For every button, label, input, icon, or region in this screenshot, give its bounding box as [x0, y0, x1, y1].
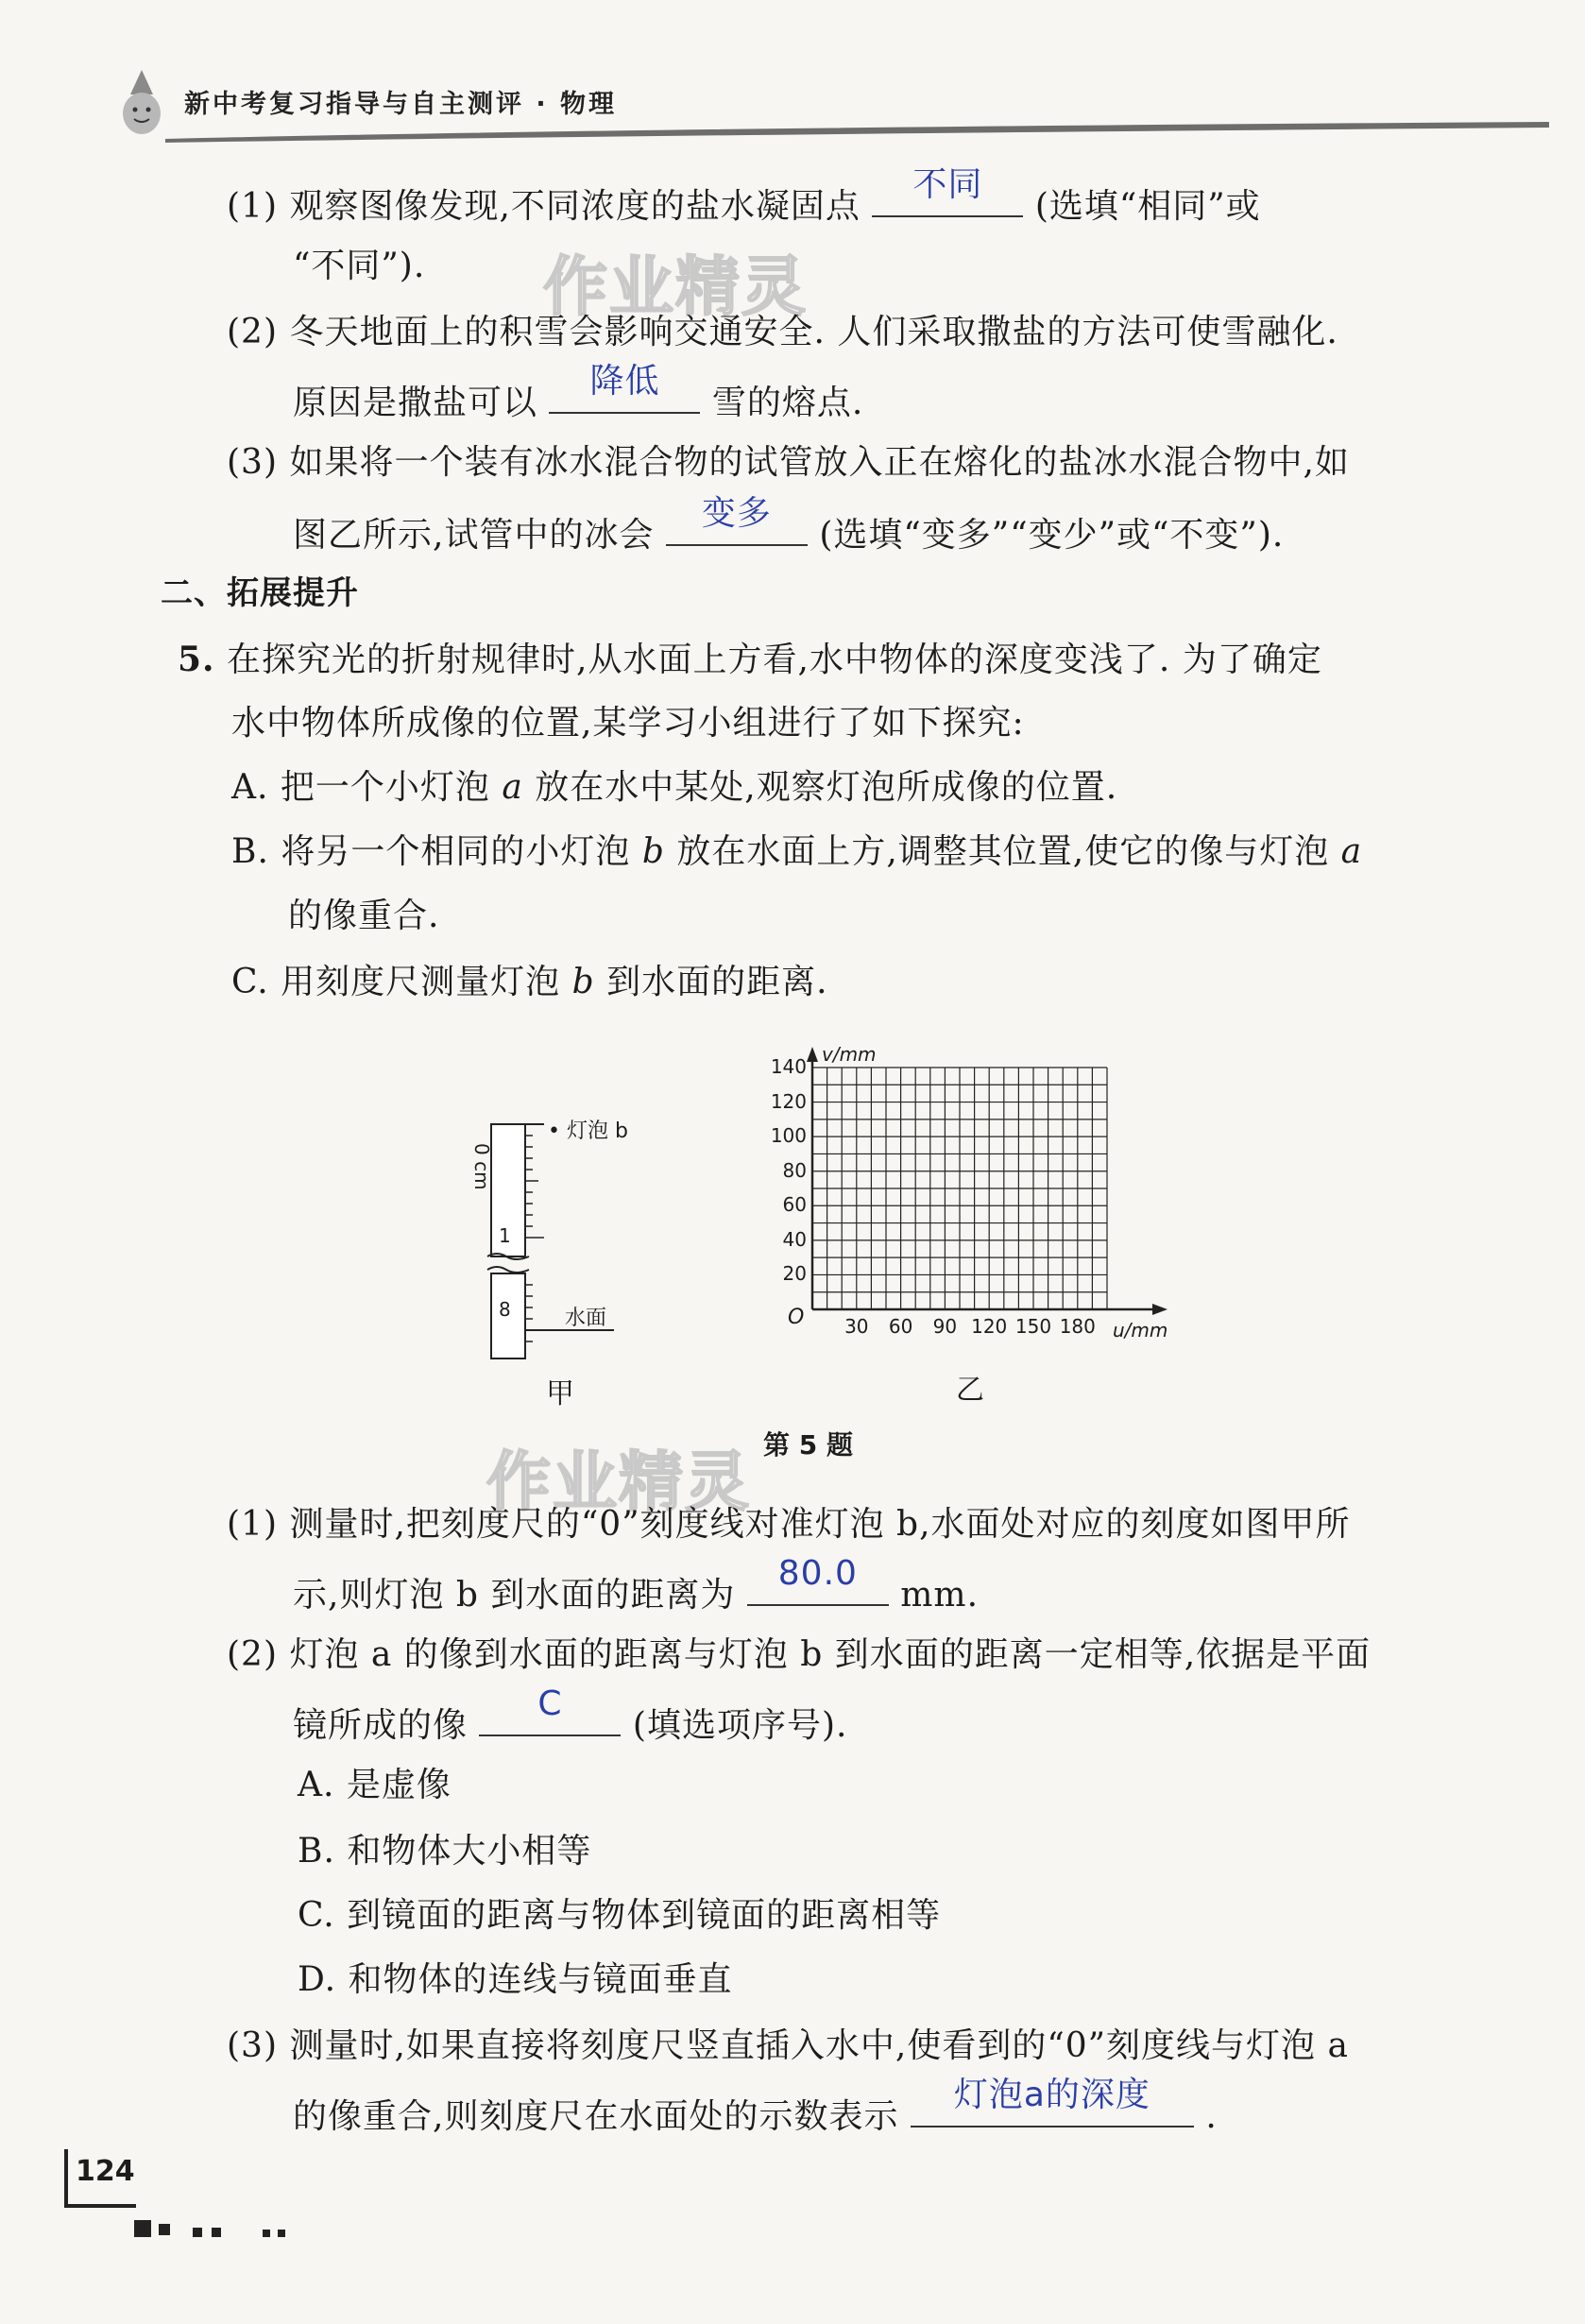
item-text: 测量时,把刻度尺的“0”刻度线对准灯泡 b,水面处对应的刻度如图甲所: [289, 1505, 1351, 1544]
item-number: (1): [227, 187, 278, 226]
item-number: (3): [227, 2026, 278, 2065]
q4-part1-line1: [227, 165, 1261, 230]
q5-step-c: [231, 960, 828, 1005]
y-tick-label: 20: [782, 1262, 807, 1286]
step-text: 放在水面上方,调整其位置,使它的像与灯泡: [676, 832, 1330, 871]
q5-sub3-line1: [227, 2024, 1349, 2069]
water-surface-label: 水面: [565, 1307, 607, 1330]
variable: b: [641, 832, 665, 871]
y-tick-label: 60: [782, 1193, 807, 1217]
variable: a: [1340, 832, 1363, 871]
header-rule: [165, 118, 1549, 146]
x-tick-label: 120: [971, 1315, 1008, 1338]
option-a: A. 是虚像: [298, 1766, 452, 1804]
step-label: A.: [231, 768, 269, 807]
figure-caption: 第 5 题: [763, 1429, 853, 1461]
q5-step-b-cont: 的像重合.: [288, 897, 440, 935]
page-number-box: [64, 2149, 136, 2208]
question-text: 在探究光的折射规律时,从水面上方看,水中物体的深度变浅了. 为了确定: [227, 641, 1322, 679]
q5-sub3-line2: [293, 2076, 1218, 2140]
answer-blank[interactable]: [872, 165, 1023, 217]
item-text: 灯泡 a 的像到水面的距离与灯泡 b 到水面的距离一定相等,依据是平面: [289, 1635, 1372, 1674]
option-d: D. 和物体的连线与镜面垂直: [298, 1960, 733, 1999]
step-text: 把一个小灯泡: [280, 768, 490, 807]
page-decoration: [130, 2211, 319, 2248]
origin-label: O: [788, 1306, 805, 1329]
handwritten-answer: 降低: [589, 362, 660, 401]
item-text: (选填“相同”或: [1034, 187, 1261, 226]
q5-line2: 水中物体所成像的位置,某学习小组进行了如下探究:: [231, 704, 1025, 743]
ruler-one-label: 1: [499, 1224, 511, 1247]
q4-part2-line1: [227, 310, 1338, 355]
option-b: B. 和物体大小相等: [298, 1832, 592, 1871]
handwritten-answer: 80.0: [777, 1554, 858, 1593]
y-axis-arrow: [807, 1047, 818, 1062]
item-number: (1): [227, 1505, 278, 1544]
y-tick-label: 80: [782, 1158, 807, 1182]
item-number: (2): [227, 1635, 278, 1674]
step-text: 用刻度尺测量灯泡: [281, 963, 561, 1001]
item-text: .: [1205, 2097, 1218, 2136]
step-text: 放在水中某处,观察灯泡所成像的位置.: [535, 768, 1118, 807]
step-label: C.: [231, 963, 269, 1001]
y-tick-label: 40: [782, 1227, 807, 1251]
x-tick-label: 150: [1014, 1315, 1052, 1338]
figure-yi: [756, 1039, 1190, 1417]
y-axis-label: v/mm: [822, 1043, 877, 1066]
page-header: [113, 66, 1549, 151]
x-tick-label: 30: [844, 1315, 869, 1338]
variable: a: [502, 768, 523, 807]
answer-blank[interactable]: [666, 494, 808, 546]
step-label: B.: [231, 832, 269, 871]
item-text: 雪的熔点.: [711, 384, 864, 422]
q5-sub1-line1: [227, 1502, 1351, 1547]
handwritten-answer: 灯泡a的深度: [953, 2076, 1150, 2114]
item-text: 如果将一个装有冰水混合物的试管放入正在熔化的盐冰水混合物中,如: [289, 443, 1350, 482]
q4-part2-line2: [293, 362, 864, 426]
watermark: 作业精灵: [543, 250, 809, 325]
answer-blank[interactable]: [747, 1554, 889, 1606]
watermark: 作业精灵: [486, 1445, 752, 1520]
item-text: 镜所成的像: [293, 1706, 469, 1745]
ruler-zero-label: 0 cm: [470, 1143, 493, 1190]
step-text: 将另一个相同的小灯泡: [281, 832, 631, 871]
header-title: 新中考复习指导与自主测评 · 物理: [184, 90, 618, 119]
section-title: 二、拓展提升: [161, 574, 359, 612]
handwritten-answer: C: [537, 1684, 563, 1723]
item-text: 示,则灯泡 b 到水面的距离为: [293, 1576, 736, 1615]
item-number: (2): [227, 313, 278, 351]
item-text: (填选项序号).: [632, 1706, 848, 1745]
q5-step-a: [231, 765, 1117, 811]
y-tick-label: 140: [770, 1055, 807, 1078]
q4-part3-line1: [227, 440, 1350, 486]
handwritten-answer: 变多: [701, 494, 772, 533]
handwritten-answer: 不同: [912, 165, 983, 204]
item-text: 的像重合,则刻度尺在水面处的示数表示: [293, 2097, 899, 2136]
item-text: 观察图像发现,不同浓度的盐水凝固点: [289, 187, 861, 226]
item-text: (选填“变多”“变少”或“不变”).: [819, 516, 1285, 555]
ruler-eight-label: 8: [499, 1298, 511, 1321]
figure-jia-label: 甲: [546, 1377, 574, 1410]
q5-sub2-line2: [293, 1684, 848, 1749]
item-text: 原因是撒盐可以: [293, 384, 538, 422]
mascot-icon: [113, 66, 170, 142]
q5-step-b: [231, 829, 1362, 875]
question-number: 5.: [178, 640, 215, 679]
q4-part3-line2: [293, 494, 1285, 558]
q5-sub1-line2: [293, 1554, 980, 1618]
q4-part1-line2: “不同”).: [293, 247, 426, 285]
item-text: mm.: [900, 1576, 980, 1615]
figure-jia: [472, 1115, 680, 1417]
q5-sub2-line1: [227, 1632, 1371, 1678]
q5-line1: [178, 637, 1322, 683]
item-number: (3): [227, 443, 278, 482]
x-axis-arrow: [1152, 1304, 1167, 1315]
item-text: 冬天地面上的积雪会影响交通安全. 人们采取撒盐的方法可使雪融化.: [289, 313, 1338, 351]
answer-blank[interactable]: [911, 2076, 1194, 2127]
x-tick-label: 180: [1059, 1315, 1096, 1338]
item-text: 图乙所示,试管中的冰会: [293, 516, 655, 555]
grid-chart: [756, 1039, 1190, 1417]
item-text: 测量时,如果直接将刻度尺竖直插入水中,使看到的“0”刻度线与灯泡 a: [289, 2026, 1349, 2065]
y-tick-label: 100: [770, 1124, 807, 1148]
page-number: 124: [76, 2155, 135, 2188]
x-tick-label: 60: [888, 1315, 913, 1338]
variable: b: [571, 963, 595, 1001]
step-text: 到水面的距离.: [606, 963, 828, 1001]
option-c: C. 到镜面的距离与物体到镜面的距离相等: [298, 1896, 942, 1935]
x-tick-label: 90: [932, 1315, 958, 1338]
figure-yi-label: 乙: [956, 1374, 984, 1407]
bulb-b-label: • 灯泡 b: [548, 1119, 628, 1143]
answer-blank[interactable]: [549, 362, 700, 414]
y-tick-label: 120: [770, 1089, 807, 1113]
x-axis-label: u/mm: [1113, 1319, 1168, 1341]
answer-blank[interactable]: [479, 1684, 621, 1736]
